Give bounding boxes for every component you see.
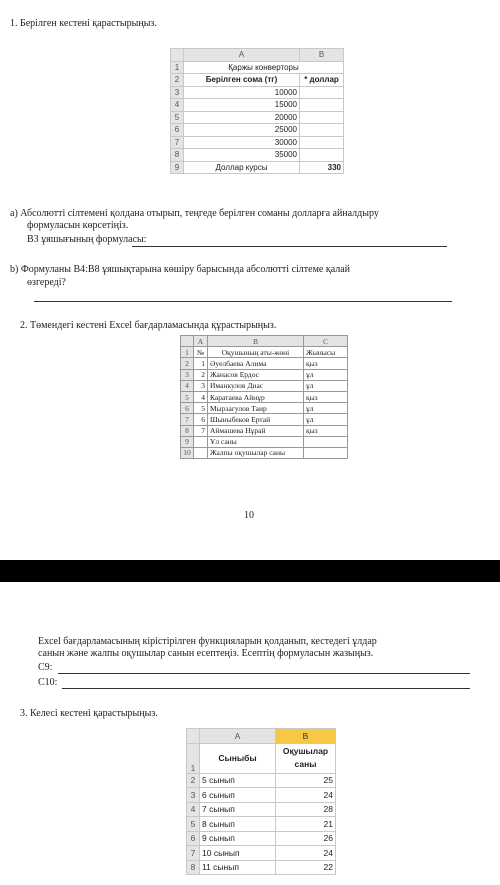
cell: Әуелбаева Алима (208, 358, 304, 369)
cell: Берілген сома (тг) (184, 74, 300, 87)
table-row: 10 Жалпы оқушылар саны (181, 447, 348, 458)
table-row: 8 35000 (171, 149, 344, 162)
cell (194, 447, 208, 458)
table-row: 6 9 сынып 26 (187, 831, 336, 846)
answer-line (132, 246, 447, 247)
table-row: 5 20000 (171, 111, 344, 124)
cell: 24 (276, 846, 336, 861)
cell: Оқушының аты-жөні (208, 347, 304, 358)
table-row: 1 Қаржы конверторы (171, 61, 344, 74)
cell: ұл (304, 380, 348, 391)
cell: 6 сынып (200, 788, 276, 803)
cell: 28 (276, 802, 336, 817)
cell: № (194, 347, 208, 358)
table-row: 8 7 Аймашева Нұрай қыз (181, 425, 348, 436)
cell: 5 (194, 403, 208, 414)
cell: 6 (194, 414, 208, 425)
table-row: 6 25000 (171, 124, 344, 137)
question-b-line-1: b) Формуланы В4:В8 ұяшықтарына көшіру барысында абсолютті сілтеме қалай (10, 264, 351, 275)
students-table (180, 335, 348, 459)
cell (300, 111, 344, 124)
cell: 7 сынып (200, 802, 276, 817)
c9-label: С9: (38, 662, 53, 673)
table-row: 7 30000 (171, 136, 344, 149)
cell: 20000 (184, 111, 300, 124)
cell: Жынысы (304, 347, 348, 358)
question-a-line-2: формуласын көрсетіңіз. (27, 220, 129, 231)
cell (300, 124, 344, 137)
cell: 1 (194, 358, 208, 369)
table-header-row (187, 729, 336, 744)
cell (194, 436, 208, 447)
cell: қыз (304, 391, 348, 402)
table-row: 7 10 сынып 24 (187, 846, 336, 861)
cell: 22 (276, 860, 336, 875)
cell: 10000 (184, 86, 300, 99)
cell: 11 сынып (200, 860, 276, 875)
cell: Доллар курсы (184, 161, 300, 174)
cell: 330 (300, 161, 344, 174)
col-header: A (200, 729, 276, 744)
question-2: 2. Төмендегі кестені Excel бағдарламасында құрастырыңыз. (20, 320, 277, 331)
col-header: B (276, 729, 336, 744)
cell: Мырзагулов Таир (208, 403, 304, 414)
cell: ұл (304, 369, 348, 380)
cell: 30000 (184, 136, 300, 149)
col-header: A (184, 49, 300, 62)
answer-line (58, 673, 470, 674)
table-row: 3 6 сынып 24 (187, 788, 336, 803)
cell: 10 сынып (200, 846, 276, 861)
table-row: 8 11 сынып 22 (187, 860, 336, 875)
classes-table (186, 728, 336, 875)
table-row: 4 3 Иманкулов Диас ұл (181, 380, 348, 391)
document-page-2 (0, 582, 500, 885)
paragraph-line-2: санын және жалпы оқушылар санын есептеңіз. Есептің формуласын жазыңыз. (38, 648, 374, 659)
table-row: 4 15000 (171, 99, 344, 112)
cell: қыз (304, 425, 348, 436)
page-separator (0, 560, 500, 582)
cell: 2 (194, 369, 208, 380)
cell (300, 99, 344, 112)
question-a-line-1: a) Абсолютті сілтемені қолдана отырып, теңгеде берілген соманы долларға айналдыру (10, 208, 379, 219)
table-row: 1 Сыныбы Оқушылар саны (187, 743, 336, 773)
cell: 21 (276, 817, 336, 832)
cell: 35000 (184, 149, 300, 162)
cell: 8 сынып (200, 817, 276, 832)
cell: 5 сынып (200, 773, 276, 788)
question-a-line-3: В3 ұяшығының формуласы: (27, 234, 147, 245)
cell (304, 447, 348, 458)
cell: 25000 (184, 124, 300, 137)
table-row: 9 Ұл саны (181, 436, 348, 447)
table-row: 3 2 Жанасов Ердос ұл (181, 369, 348, 380)
paragraph-line-1: Excel бағдарламасының кірістірілген функцияларын қолданып, кестедегі ұлдар (38, 636, 377, 647)
cell: 7 (194, 425, 208, 436)
cell: Аймашева Нұрай (208, 425, 304, 436)
currency-table (170, 48, 344, 174)
cell (304, 436, 348, 447)
table-row: 5 8 сынып 21 (187, 817, 336, 832)
cell: Иманкулов Диас (208, 380, 304, 391)
cell: 26 (276, 831, 336, 846)
cell: 25 (276, 773, 336, 788)
cell: * доллар (300, 74, 344, 87)
cell: Сыныбы (200, 743, 276, 773)
table-row: 9 Доллар курсы 330 (171, 161, 344, 174)
cell (300, 149, 344, 162)
table-row: 2 5 сынып 25 (187, 773, 336, 788)
table-row: 5 4 Каратаева Айнұр қыз (181, 391, 348, 402)
table-row: 1 № Оқушының аты-жөні Жынысы (181, 347, 348, 358)
cell: 9 сынып (200, 831, 276, 846)
table-header-row (181, 336, 348, 347)
cell: Қаржы конверторы (184, 61, 344, 74)
col-header: A (194, 336, 208, 347)
table-row: 3 10000 (171, 86, 344, 99)
table-row: 6 5 Мырзагулов Таир ұл (181, 403, 348, 414)
table-row: 7 6 Шыныбеков Ертай ұл (181, 414, 348, 425)
cell: Жанасов Ердос (208, 369, 304, 380)
cell: 15000 (184, 99, 300, 112)
question-b-line-2: өзгереді? (27, 277, 66, 288)
cell (300, 136, 344, 149)
table-row: 2 Берілген сома (тг) * доллар (171, 74, 344, 87)
c10-label: С10: (38, 677, 58, 688)
table-header-row (171, 49, 344, 62)
cell: Ұл саны (208, 436, 304, 447)
table-row: 4 7 сынып 28 (187, 802, 336, 817)
table-row: 2 1 Әуелбаева Алима қыз (181, 358, 348, 369)
cell: Оқушылар саны (276, 743, 336, 773)
cell: қыз (304, 358, 348, 369)
question-3: 3. Келесі кестені қарастырыңыз. (20, 708, 158, 719)
cell: Шыныбеков Ертай (208, 414, 304, 425)
answer-line (62, 688, 470, 689)
cell: 24 (276, 788, 336, 803)
col-header: B (300, 49, 344, 62)
cell: 4 (194, 391, 208, 402)
cell: Каратаева Айнұр (208, 391, 304, 402)
col-header: B (208, 336, 304, 347)
cell (300, 86, 344, 99)
question-1: 1. Берілген кестені қарастырыңыз. (10, 18, 157, 29)
cell: ұл (304, 414, 348, 425)
cell: Жалпы оқушылар саны (208, 447, 304, 458)
cell: 3 (194, 380, 208, 391)
col-header: C (304, 336, 348, 347)
page-number: 10 (244, 510, 254, 521)
cell: ұл (304, 403, 348, 414)
answer-line (34, 301, 452, 302)
